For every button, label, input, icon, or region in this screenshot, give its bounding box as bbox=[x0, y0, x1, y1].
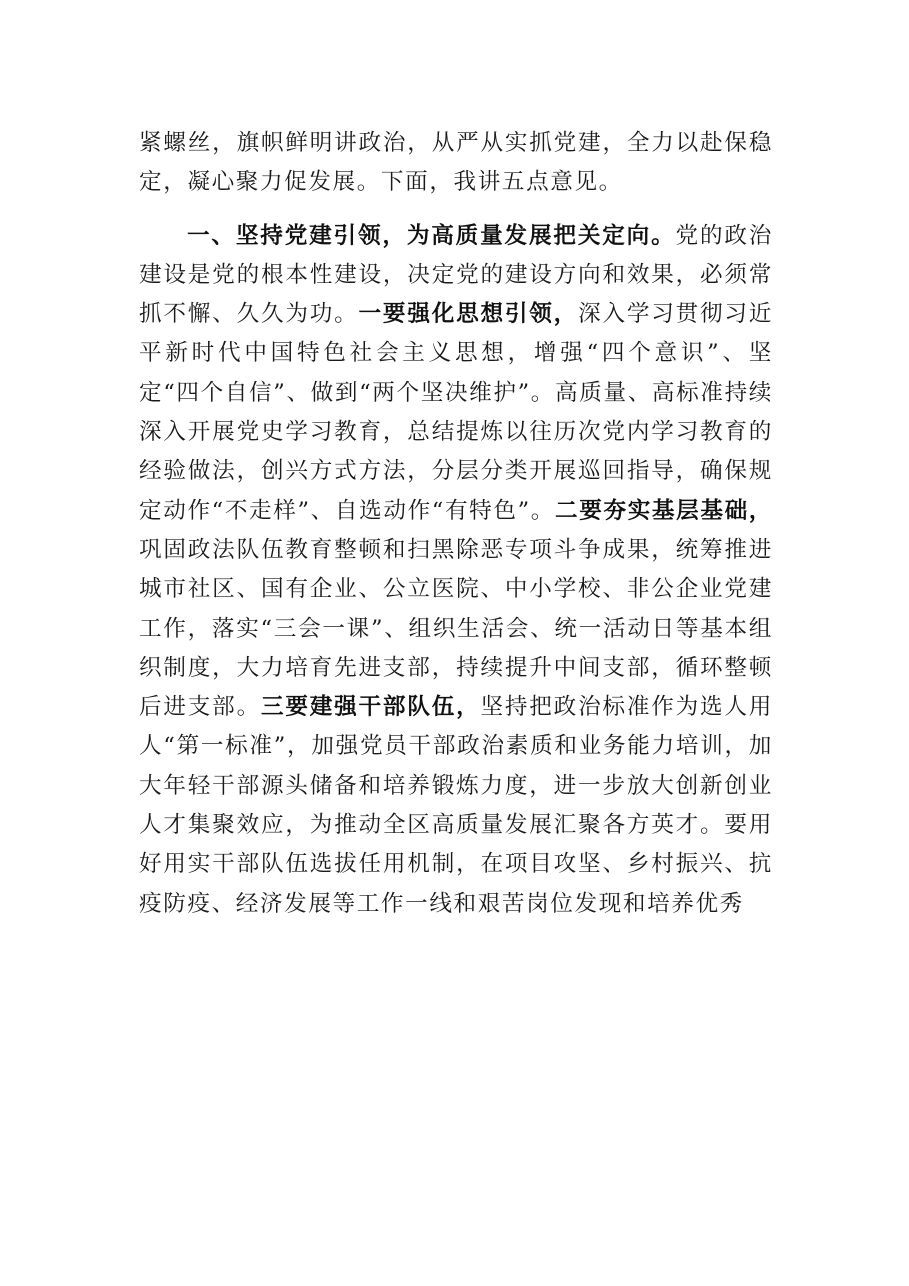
document-body bbox=[139, 124, 773, 924]
section-intro-text: 党的政治建设是党的根本性建设，决定党的建设方向和效果，必须常抓不懈、久久为功。 bbox=[139, 222, 774, 328]
section-heading: 一、坚持党建引领，为高质量发展把关定向。 bbox=[187, 222, 676, 249]
point-one-text: 深入学习贯彻习近平新时代中国特色社会主义思想，增强“四个意识”、坚定“四个自信”、做到“两个坚决维护”。高质量、高标准持续深入开展党史学习教育，总结提炼以往历次党内学习教育的经验做法，创兴方式方法，分层分类开展巡回指导，确保规定动作“不走样”、自选动作“有特色”。 bbox=[139, 301, 773, 524]
point-two-title: 二要夯实基层基础， bbox=[555, 497, 773, 524]
point-two-text: 巩固政法队伍教育整顿和扫黑除恶专项斗争成果，统筹推进城市社区、国有企业、公立医院、中小学校、非公企业党建工作，落实“三会一课”、组织生活会、统一活动日等基本组织制度，大力培育先进支部，持续提升中间支部，循环整顿后进支部。 bbox=[139, 536, 773, 721]
paragraph-section-one bbox=[139, 217, 773, 924]
point-one-title: 一要强化思想引领， bbox=[358, 301, 579, 328]
point-three-title: 三要建强干部队伍， bbox=[260, 694, 481, 721]
paragraph-intro-text: 紧螺丝，旗帜鲜明讲政治，从严从实抓党建，全力以赴保稳定，凝心聚力促发展。下面，我讲五点意见。 bbox=[139, 130, 773, 196]
point-three-text: 坚持把政治标准作为选人用人“第一标准”，加强党员干部政治素质和业务能力培训，加大年轻干部源头储备和培养锻炼力度，进一步放大创新创业人才集聚效应，为推动全区高质量发展汇聚各方英才。要用好用实干部队伍选拔任用机制，在项目攻坚、乡村振兴、抗疫防疫、经济发展等工作一线和艰苦岗位发现和培养优秀 bbox=[139, 694, 774, 917]
paragraph-intro bbox=[139, 124, 773, 203]
